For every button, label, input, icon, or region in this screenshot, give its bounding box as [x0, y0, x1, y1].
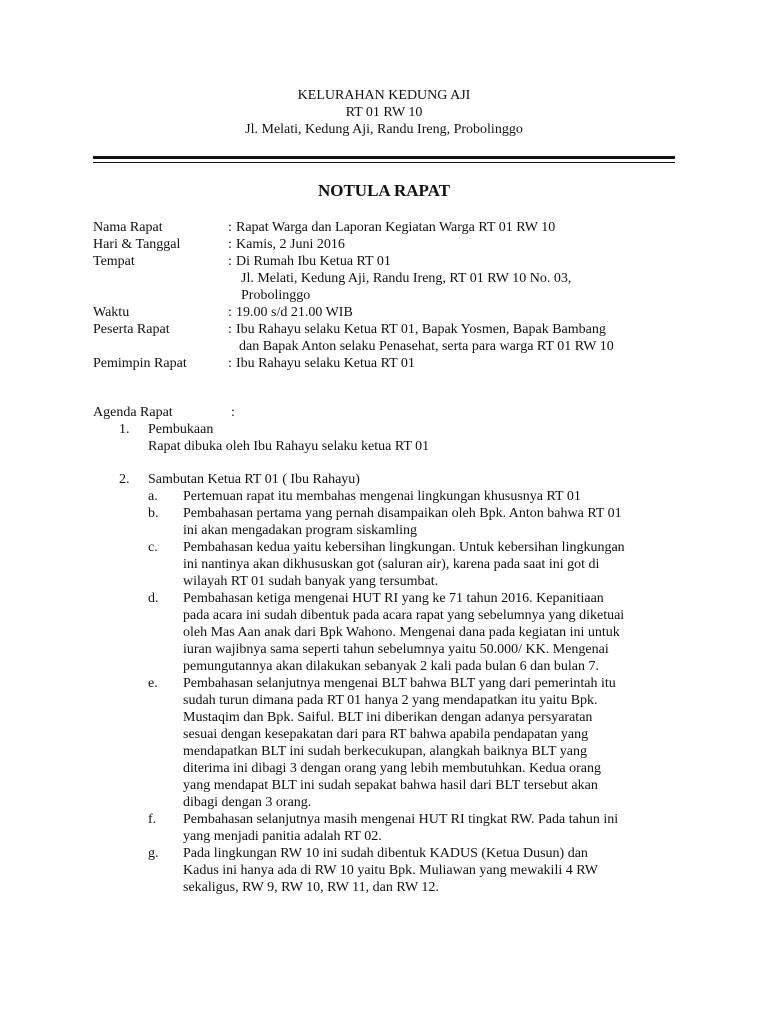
- sub-item-line: wilayah RT 01 sudah banyak yang tersumbat.: [183, 574, 439, 589]
- agenda-item-title: Pembukaan: [148, 422, 214, 437]
- sub-item-line: sesuai dengan kesepakatan dari para RT bahwa apabila pendapatan yang: [183, 727, 589, 742]
- meta-label: Waktu: [93, 305, 130, 320]
- sub-item-line: Kadus ini hanya ada di RW 10 yaitu Bpk. Muliawan yang mewakili 4 RW: [183, 863, 599, 878]
- letterhead-kelurahan: KELURAHAN KEDUNG AJI: [297, 88, 471, 103]
- sub-item-line: sudah turun dimana pada RT 01 hanya 2 yang mendapatkan itu yaitu Bpk.: [183, 693, 598, 708]
- agenda-item-sambutan: [93, 471, 683, 896]
- meta-value: 19.00 s/d 21.00 WIB: [236, 305, 353, 320]
- sub-item-line: Mustaqim dan Bpk. Saiful. BLT ini diberikan dengan adanya persyaratan: [183, 710, 593, 725]
- letterhead-rt-rw: RT 01 RW 10: [345, 105, 423, 120]
- sub-item-letter: g.: [148, 846, 159, 861]
- meta-row-nama-rapat: [93, 219, 683, 236]
- meta-value-line: Jl. Melati, Kedung Aji, Randu Ireng, RT 01 RW 10 No. 03,: [241, 271, 572, 286]
- sub-item-line: Pada lingkungan RW 10 ini sudah dibentuk KADUS (Ketua Dusun) dan: [183, 846, 588, 861]
- meta-value-line: Di Rumah Ibu Ketua RT 01: [236, 254, 391, 269]
- sub-item-line: iuran wajibnya sama seperti tahun sebelumnya yaitu 50.000/ KK. Mengenai: [183, 642, 609, 657]
- meta-value: Rapat Warga dan Laporan Kegiatan Warga RT 01 RW 10: [236, 220, 556, 235]
- agenda-item-title: Sambutan Ketua RT 01 ( Ibu Rahayu): [148, 472, 360, 487]
- meta-row-waktu: [93, 304, 683, 321]
- meta-label: Peserta Rapat: [93, 322, 170, 337]
- sub-item-line: mendapatkan BLT ini sudah berkecukupan, alangkah baiknya BLT yang: [183, 744, 587, 759]
- sub-item-line: oleh Mas Aan anak dari Bpk Wahono. Mengenai dana pada kegiatan ini untuk: [183, 625, 620, 640]
- letterhead: [0, 87, 768, 138]
- agenda-item-number: 2.: [119, 472, 130, 487]
- sub-item-a: [93, 488, 683, 505]
- sub-item-d: [93, 590, 683, 675]
- sub-item-line: dibagi dengan 3 orang.: [183, 795, 312, 810]
- sub-item-line: pemungutannya akan dilakukan sebanyak 2 kali pada bulan 6 dan bulan 7.: [183, 659, 599, 674]
- meta-row-pemimpin: [93, 355, 683, 372]
- agenda-item-number: 1.: [119, 422, 130, 437]
- meta-colon: :: [228, 220, 232, 235]
- sub-item-line: Pembahasan selanjutnya mengenai BLT bahwa BLT yang dari pemerintah itu: [183, 676, 616, 691]
- sub-item-line: ini akan mengadakan program siskamling: [183, 523, 418, 538]
- header-divider-thick: [93, 156, 675, 159]
- sub-item-line: sekaligus, RW 9, RW 10, RW 11, dan RW 12.: [183, 880, 439, 895]
- meta-colon: :: [228, 356, 232, 371]
- meta-value: [236, 253, 683, 304]
- sub-item-line: pada acara ini sudah dibentuk pada acara rapat yang sebelumnya yang diketuai: [183, 608, 625, 623]
- agenda-item-text: Rapat dibuka oleh Ibu Rahayu selaku ketua RT 01: [148, 439, 430, 454]
- sub-item-line: Pertemuan rapat itu membahas mengenai lingkungan khususnya RT 01: [183, 489, 581, 504]
- sub-item-letter: c.: [148, 540, 158, 555]
- meta-row-hari-tanggal: [93, 236, 683, 253]
- sub-item-line: yang mendapat BLT ini sudah sepakat bahwa hasil dari BLT tersebut akan: [183, 778, 598, 793]
- sub-item-letter: d.: [148, 591, 159, 606]
- meta-value-line: Ibu Rahayu selaku Ketua RT 01, Bapak Yosmen, Bapak Bambang: [236, 322, 606, 337]
- sub-item-b: [93, 505, 683, 539]
- sub-item-g: [93, 845, 683, 896]
- sub-item-line: Pembahasan pertama yang pernah disampaikan oleh Bpk. Anton bahwa RT 01: [183, 506, 622, 521]
- sub-item-line: Pembahasan ketiga mengenai HUT RI yang ke 71 tahun 2016. Kepanitiaan: [183, 591, 604, 606]
- sub-item-line: yang menjadi panitia adalah RT 02.: [183, 829, 382, 844]
- document-title: NOTULA RAPAT: [317, 181, 451, 200]
- sub-item-line: ini nantinya akan dikhususkan got (saluran air), karena pada saat ini got di: [183, 557, 600, 572]
- meta-label: Tempat: [93, 254, 135, 269]
- meeting-details: [93, 219, 683, 372]
- sub-item-letter: a.: [148, 489, 158, 504]
- letterhead-address: Jl. Melati, Kedung Aji, Randu Ireng, Probolinggo: [245, 122, 523, 137]
- sub-item-line: Pembahasan selanjutnya masih mengenai HUT RI tingkat RW. Pada tahun ini: [183, 812, 619, 827]
- meta-value: Kamis, 2 Juni 2016: [236, 237, 345, 252]
- sub-item-c: [93, 539, 683, 590]
- sub-item-letter: b.: [148, 506, 159, 521]
- sub-item-f: [93, 811, 683, 845]
- meta-value-line: Probolinggo: [241, 288, 311, 303]
- agenda-label: Agenda Rapat: [93, 405, 173, 420]
- sub-item-letter: e.: [148, 676, 158, 691]
- sub-item-e: [93, 675, 683, 811]
- meta-colon: :: [228, 322, 232, 337]
- meta-row-peserta: [93, 321, 683, 355]
- meta-value: Ibu Rahayu selaku Ketua RT 01: [236, 356, 415, 371]
- meta-value: [236, 321, 683, 355]
- meta-label: Hari & Tanggal: [93, 237, 181, 252]
- agenda-colon: :: [231, 405, 235, 420]
- meta-label: Nama Rapat: [93, 220, 163, 235]
- agenda-heading: [93, 404, 235, 421]
- sub-item-letter: f.: [148, 812, 157, 827]
- agenda-item-pembukaan: [93, 421, 683, 455]
- header-divider-thin: [93, 162, 675, 163]
- meta-colon: :: [228, 237, 232, 252]
- sub-item-line: diterima ini dibagi 3 dengan orang yang lebih membutuhkan. Kedua orang: [183, 761, 601, 776]
- meta-value-line: dan Bapak Anton selaku Penasehat, serta para warga RT 01 RW 10: [239, 339, 614, 354]
- meta-colon: :: [228, 305, 232, 320]
- meta-label: Pemimpin Rapat: [93, 356, 187, 371]
- meta-row-tempat: [93, 253, 683, 304]
- sub-item-line: Pembahasan kedua yaitu kebersihan lingkungan. Untuk kebersihan lingkungan: [183, 540, 625, 555]
- meta-colon: :: [228, 254, 232, 269]
